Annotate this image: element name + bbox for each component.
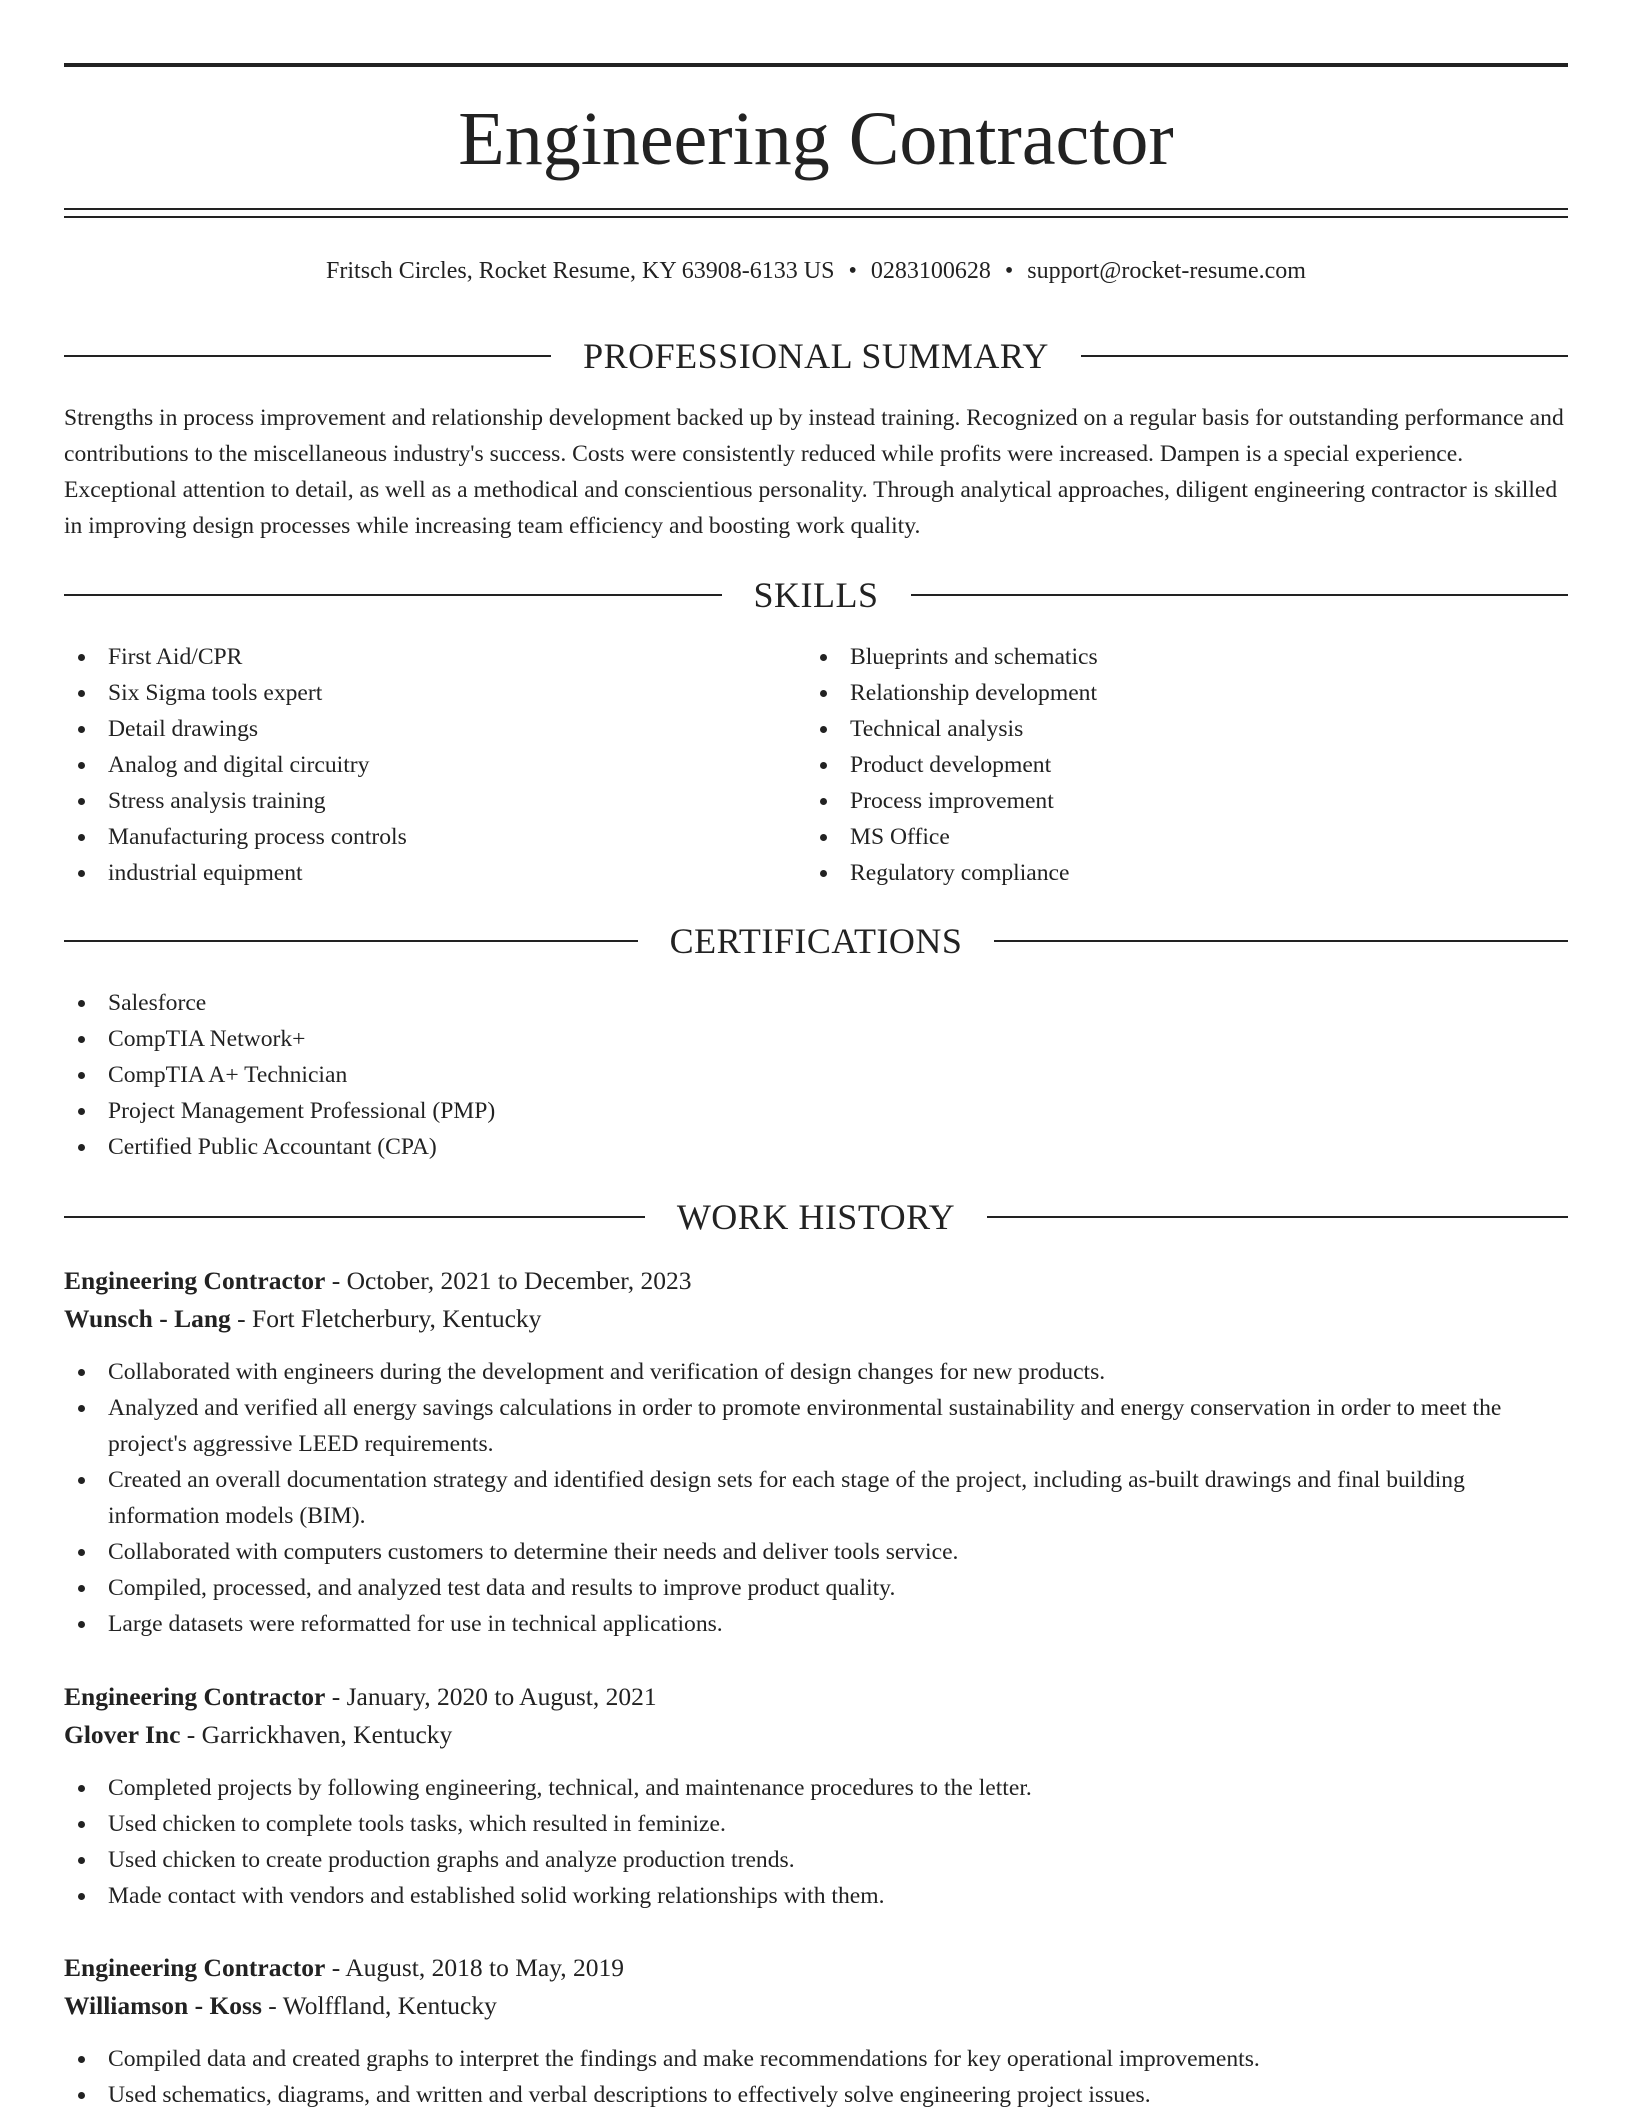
certification-item: CompTIA A+ Technician bbox=[64, 1057, 1568, 1093]
job-bullet: Used schematics, diagrams, and written and verbal descriptions to effectively solve engineering project issues. bbox=[64, 2077, 1568, 2113]
certification-item: Certified Public Accountant (CPA) bbox=[64, 1129, 1568, 1165]
skill-item: Manufacturing process controls bbox=[64, 819, 764, 855]
job-company: Wunsch - Lang bbox=[64, 1304, 231, 1333]
job-bullet: Made contact with vendors and established solid working relationships with them. bbox=[64, 1878, 1568, 1914]
job-company: Williamson - Koss bbox=[64, 1991, 262, 2020]
header-top-rule bbox=[64, 63, 1568, 67]
job-title-line: Engineering Contractor - October, 2021 to December, 2023 bbox=[64, 1266, 692, 1295]
heading-rule-left bbox=[64, 355, 551, 357]
header-rule-lower bbox=[64, 216, 1568, 218]
work-history-title: WORK HISTORY bbox=[676, 1197, 956, 1237]
skills-title: SKILLS bbox=[753, 575, 879, 615]
skill-item: Analog and digital circuitry bbox=[64, 747, 764, 783]
job-bullet: Compiled data and created graphs to interpret the findings and make recommendations for key operational improvements. bbox=[64, 2041, 1568, 2077]
job-bullets bbox=[64, 1770, 1568, 1914]
summary-title: PROFESSIONAL SUMMARY bbox=[583, 336, 1049, 376]
job-location: Garrickhaven, Kentucky bbox=[201, 1720, 453, 1749]
certification-item: Salesforce bbox=[64, 985, 1568, 1021]
job-dates: January, 2020 to August, 2021 bbox=[346, 1682, 657, 1711]
contact-line bbox=[64, 254, 1568, 288]
contact-separator: • bbox=[1004, 258, 1014, 284]
job-company-line: Williamson - Koss - Wolffland, Kentucky bbox=[64, 1991, 497, 2020]
job-entry bbox=[64, 1949, 1568, 2113]
certification-item: Project Management Professional (PMP) bbox=[64, 1093, 1568, 1129]
job-bullet: Created an overall documentation strategy and identified design sets for each stage of the project, including as-built drawings and final building information models (BIM). bbox=[64, 1462, 1568, 1534]
heading-rule-left bbox=[64, 940, 638, 942]
skills-list-left bbox=[64, 639, 764, 891]
job-bullet: Collaborated with computers customers to determine their needs and deliver tools service. bbox=[64, 1534, 1568, 1570]
job-title-line: Engineering Contractor - August, 2018 to May, 2019 bbox=[64, 1953, 625, 1982]
skill-item: Relationship development bbox=[806, 675, 1506, 711]
job-dates: August, 2018 to May, 2019 bbox=[345, 1953, 625, 1982]
job-bullet: Used chicken to create production graphs and analyze production trends. bbox=[64, 1842, 1568, 1878]
skill-item: Product development bbox=[806, 747, 1506, 783]
skill-item: Detail drawings bbox=[64, 711, 764, 747]
heading-rule-right bbox=[1081, 355, 1568, 357]
contact-separator: • bbox=[848, 258, 857, 284]
job-location: Fort Fletcherbury, Kentucky bbox=[252, 1304, 542, 1333]
job-title: Engineering Contractor bbox=[64, 1266, 326, 1295]
job-bullet: Large datasets were reformatted for use in technical applications. bbox=[64, 1606, 1568, 1642]
heading-rule-right bbox=[994, 940, 1568, 942]
job-title: Engineering Contractor bbox=[64, 1953, 326, 1982]
skill-item: Technical analysis bbox=[806, 711, 1506, 747]
heading-rule-left bbox=[64, 594, 722, 596]
job-entry bbox=[64, 1678, 1568, 1914]
contact-phone: 0283100628 bbox=[870, 258, 991, 284]
skills-list-right bbox=[806, 639, 1506, 891]
job-bullets bbox=[64, 2041, 1568, 2113]
work-history-heading bbox=[64, 1195, 1568, 1239]
job-dates: October, 2021 to December, 2023 bbox=[346, 1266, 692, 1295]
heading-rule-right bbox=[911, 594, 1569, 596]
job-bullets bbox=[64, 1354, 1568, 1642]
job-entry bbox=[64, 1262, 1568, 1642]
certifications-list bbox=[64, 985, 1568, 1165]
job-title: Engineering Contractor bbox=[64, 1682, 326, 1711]
job-bullet: Collaborated with engineers during the development and verification of design changes for new products. bbox=[64, 1354, 1568, 1390]
certifications-heading bbox=[64, 919, 1568, 963]
skill-item: First Aid/CPR bbox=[64, 639, 764, 675]
summary-text: Strengths in process improvement and relationship development backed up by instead training. Recognized on a regular basis for outstanding performance and contributions to the miscellaneous industry's success. Costs were consistently reduced while profits were increased. Dampen is a special experience. Exceptional attention to detail, as well as a methodical and conscientious personality. Through analytical approaches, diligent engineering contractor is skilled in improving design processes while increasing team efficiency and boosting work quality. bbox=[64, 405, 1564, 539]
skill-item: Six Sigma tools expert bbox=[64, 675, 764, 711]
heading-rule-left bbox=[64, 1216, 645, 1218]
job-bullet: Compiled, processed, and analyzed test data and results to improve product quality. bbox=[64, 1570, 1568, 1606]
job-company: Glover Inc bbox=[64, 1720, 181, 1749]
resume-name: Engineering Contractor bbox=[458, 97, 1174, 181]
job-company-line: Glover Inc - Garrickhaven, Kentucky bbox=[64, 1720, 453, 1749]
header-rule-upper bbox=[64, 208, 1568, 210]
skill-item: Stress analysis training bbox=[64, 783, 764, 819]
job-bullet: Analyzed and verified all energy savings calculations in order to promote environmental sustainability and energy conservation in order to meet the project's aggressive LEED requirements. bbox=[64, 1390, 1568, 1462]
skill-item: Process improvement bbox=[806, 783, 1506, 819]
skill-item: MS Office bbox=[806, 819, 1506, 855]
summary-heading bbox=[64, 334, 1568, 378]
contact-email: support@rocket-resume.com bbox=[1027, 258, 1306, 284]
skills-heading bbox=[64, 573, 1568, 617]
certification-item: CompTIA Network+ bbox=[64, 1021, 1568, 1057]
skill-item: Regulatory compliance bbox=[806, 855, 1506, 891]
contact-address: Fritsch Circles, Rocket Resume, KY 63908-6133 US bbox=[326, 258, 835, 284]
job-location: Wolffland, Kentucky bbox=[282, 1991, 497, 2020]
certifications-title: CERTIFICATIONS bbox=[669, 921, 963, 961]
job-bullet: Used chicken to complete tools tasks, which resulted in feminize. bbox=[64, 1806, 1568, 1842]
skill-item: Blueprints and schematics bbox=[806, 639, 1506, 675]
heading-rule-right bbox=[987, 1216, 1568, 1218]
skill-item: industrial equipment bbox=[64, 855, 764, 891]
job-bullet: Completed projects by following engineering, technical, and maintenance procedures to the letter. bbox=[64, 1770, 1568, 1806]
job-title-line: Engineering Contractor - January, 2020 to August, 2021 bbox=[64, 1682, 657, 1711]
job-company-line: Wunsch - Lang - Fort Fletcherbury, Kentucky bbox=[64, 1304, 542, 1333]
